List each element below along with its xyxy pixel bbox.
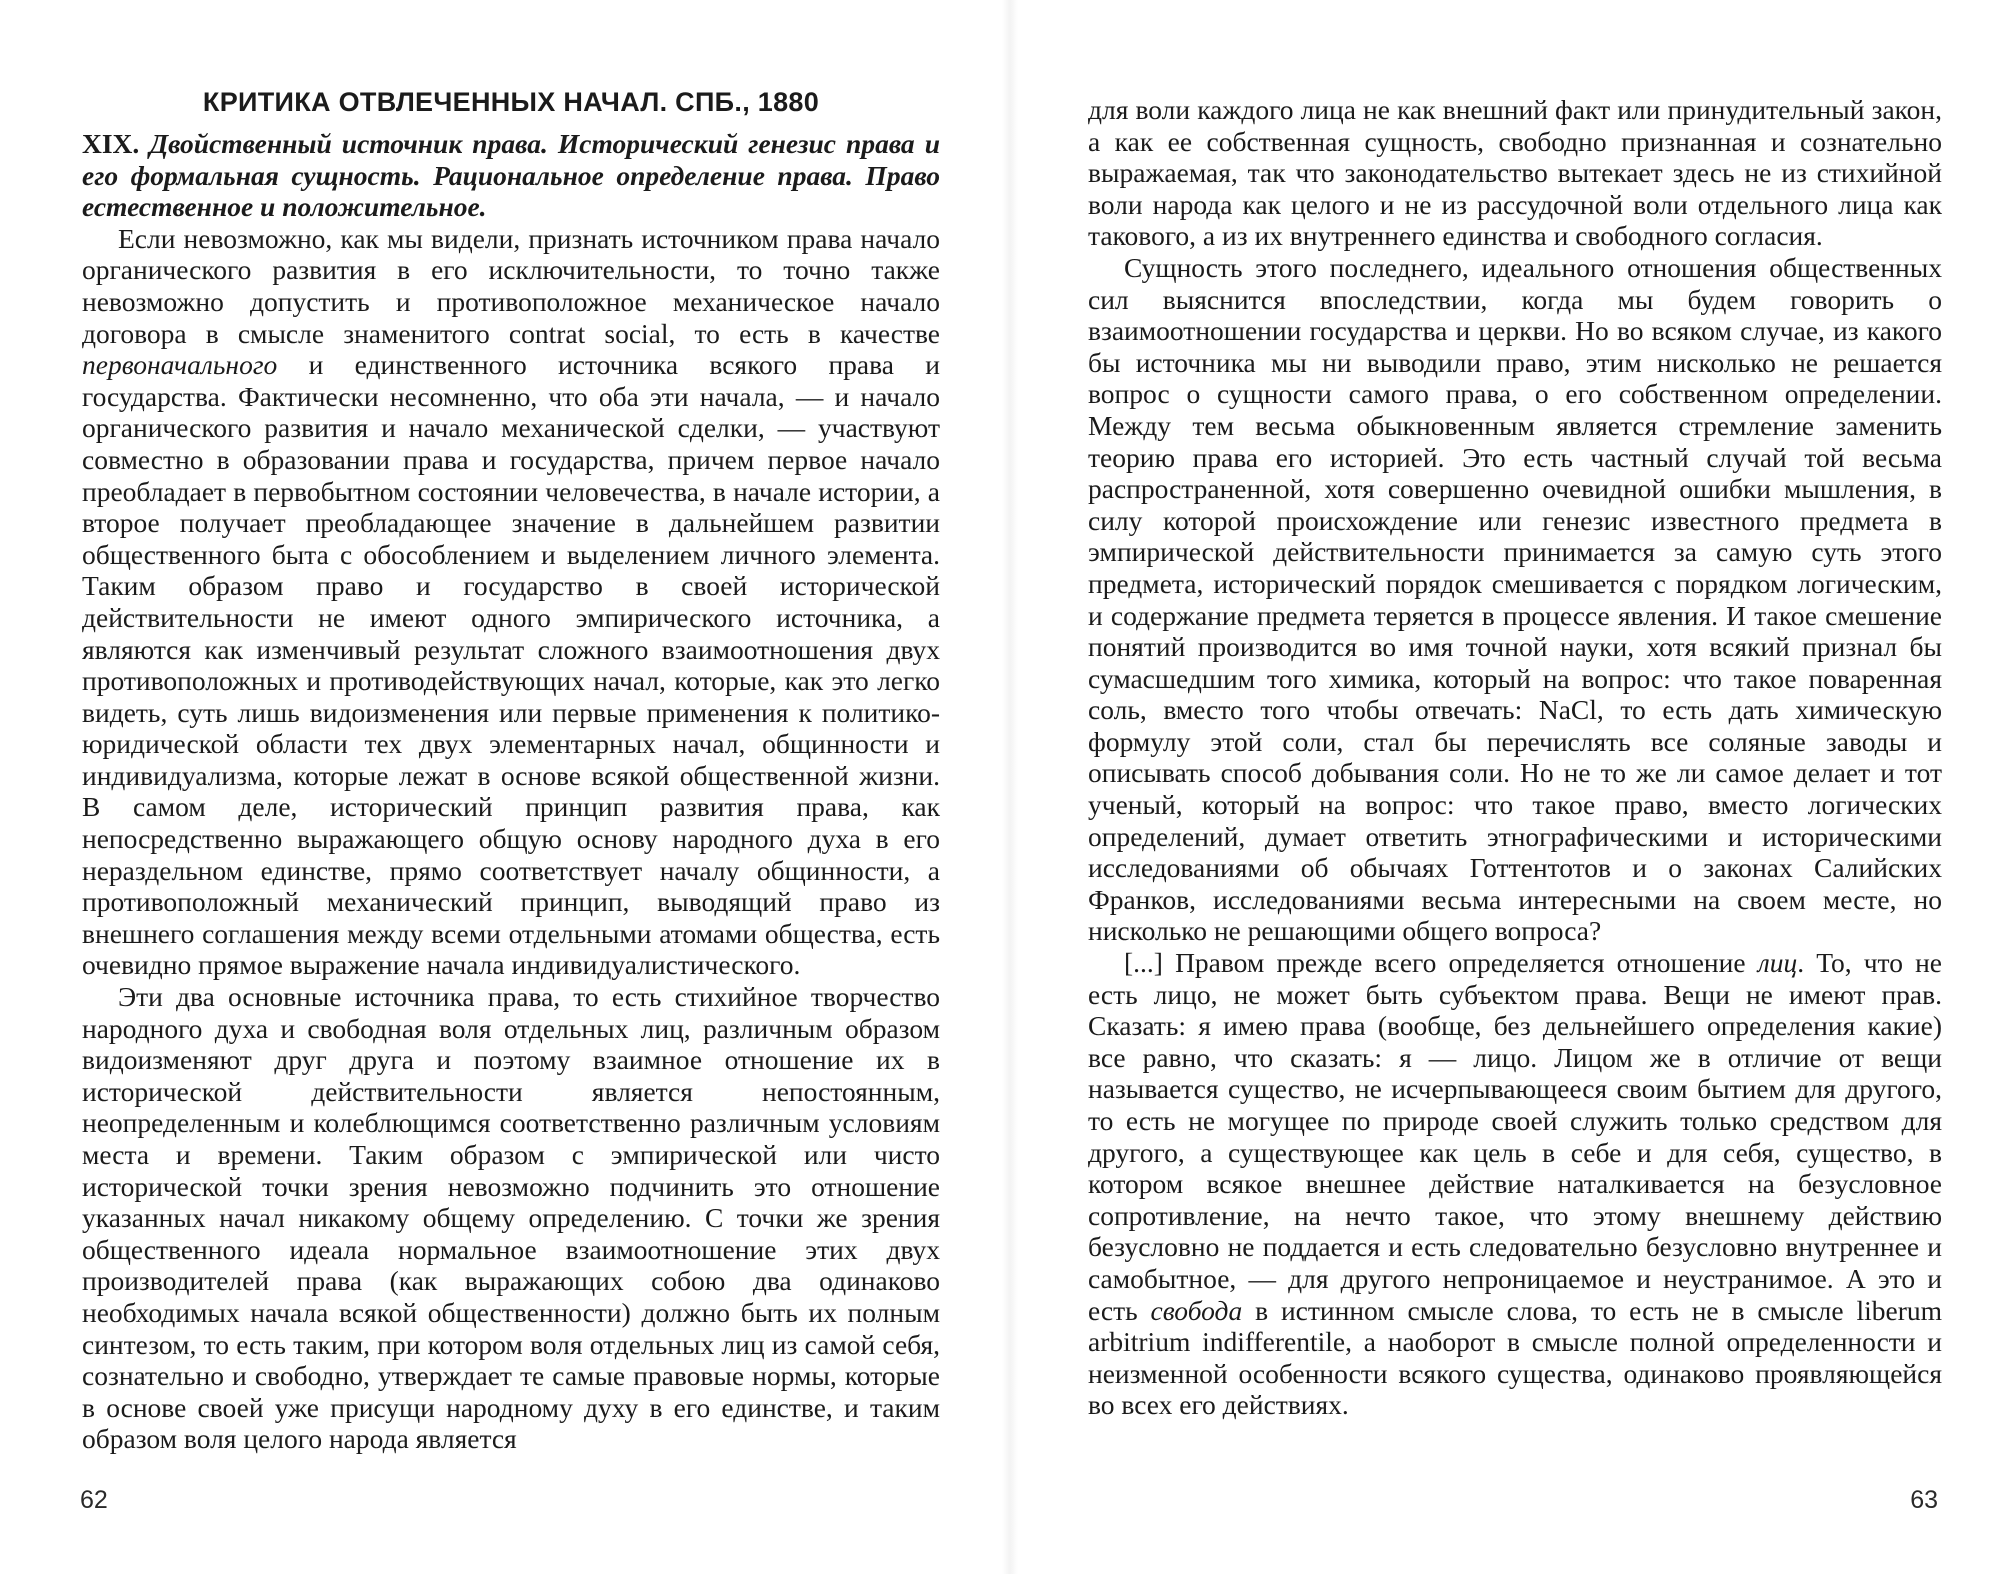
page-number: 63: [1910, 1486, 1938, 1514]
right-text-column: [1088, 94, 1942, 1421]
left-text-column: [82, 82, 940, 1455]
chapter-subheading: [82, 128, 940, 223]
emphasis-text: первоначального: [82, 349, 278, 381]
paragraph-text: в истинном смысле слова, то есть не в смысле liberum arbitrium indifferentile, а наоборот в смысле полной определенности и неизменной особенности всякого существа, одинаково проявляющейся во всех его действиях.: [1088, 1294, 1942, 1421]
paragraph: Эти два основные источника права, то есть стихийное творчество народного духа и свободная воля отдельных лиц, различным образом видоизменяют друг друга и поэтому взаимное отношение их в исторической действительности является непостоянным, неопределенным и колеблющимся соответственно различным условиям места и времени. Таким образом с эмпирической или чисто исторической точки зрения невозможно подчинить это отношение указанных начал никакому общему определению. С точки же зрения общественного идеала нормальное взаимоотношение этих двух производителей права (как выражающих собою два одинаково необходимых начала всякой общественности) должно быть их полным синтезом, то есть таким, при котором воля отдельных лиц из самой себя, сознательно и свободно, утверждает те самые правовые нормы, которые в основе своей уже присущи народному духу в его единстве, и таким образом воля целого народа является: [82, 981, 940, 1455]
paragraph-text: и единственного источника всякого права и государства. Фактически несомненно, что оба эти начала, — и начало органического развития и начало механической сделки, — участвуют совместно в образовании права и государства, причем первое начало преобладает в первобытном состоянии человечества, в начале истории, а второе получает преобладающее значение в дальнейшем развитии общественного быта с обособлением и выделением личного элемента. Таким образом право и государство в своей исторической действительности не имеют одного эмпирического источника, а являются как изменчивый результат сложного взаимоотношения двух противоположных и противодействующих начал, которые, как это легко видеть, суть лишь видоизменения или первые применения к политико-юридической области тех двух элементарных начал, общинности и индивидуализма, которые лежат в основе всякой общественной жизни. В самом деле, исторический принцип развития права, как непосредственно выражающего общую основу народного духа в его нераздельном единстве, прямо соответствует началу общинности, а противоположный механический принцип, выводящий право из внешнего соглашения между всеми отдельными атомами общества, есть очевидно прямое выражение начала индивидуалистического.: [82, 349, 940, 981]
paragraph: для воли каждого лица не как внешний факт или принудительный закон, а как ее собственная сущность, свободно признанная и сознательно выражаемая, так что законодательство вытекает здесь не из стихийной воли народа как целого и не из рассудочной воли отдельного лица как такового, а из их внутреннего единства и свободного согласия.: [1088, 94, 1942, 252]
section-heading: КРИТИКА ОТВЛЕЧЕННЫХ НАЧАЛ. СПБ., 1880: [202, 87, 820, 117]
page-number: 62: [80, 1486, 108, 1514]
right-page: [1010, 0, 2000, 1574]
chapter-subheading-text: Двойственный источник права. Исторический генезис права и его формальная сущность. Рациональное определение права. Право естественное и положительное.: [82, 128, 940, 223]
paragraph: Сущность этого последнего, идеального отношения общественных сил выяснится впоследствии, когда мы будем говорить о взаимоотношении государства и церкви. Но во всяком случае, из какого бы источника мы ни выводили право, этим нисколько не решается вопрос о сущности самого права, о его собственном определении. Между тем весьма обыкновенным является стремление заменить теорию права его историей. Это есть частный случай той весьма распространенной, хотя совершенно очевидной ошибки мышления, в силу которой происхождение или генезис известного предмета в эмпирической действительности принимается за самую суть этого предмета, исторический порядок смешивается с порядком логическим, и содержание предмета теряется в процессе явления. И такое смешение понятий производится во имя точной науки, хотя всякий признал бы сумасшедшим того химика, который на вопрос: что такое поваренная соль, вместо того чтобы отвечать: NaCl, то есть дать химическую формулу этой соли, стал бы перечислять все соляные заводы и описывать способ добывания соли. Но не то же ли самое делает и тот ученый, который на вопрос: что такое право, вместо логических определений, думает ответить этнографическими и историческими исследованиями об обычаях Готтентотов и о законах Салийских Франков, исследованиями весьма интересными на своем месте, но нисколько не решающими общего вопроса?: [1088, 251, 1942, 947]
paragraph-text: [...] Правом прежде всего определяется отношение: [1124, 947, 1758, 979]
paragraph: [82, 223, 940, 981]
paragraph: [1088, 947, 1942, 1421]
paragraph-text: Если невозможно, как мы видели, признать источником права начало органического развития в его исключительности, то точно также невозможно допустить и противоположное механическое начало договора в смысле знаменитого contrat social, то есть в качестве: [82, 222, 940, 349]
emphasis-text: лиц: [1757, 947, 1798, 979]
emphasis-text: свобода: [1150, 1294, 1243, 1326]
paragraph-text: . То, что не есть лицо, не может быть субъектом права. Вещи не имеют прав. Сказать: я имею права (вообще, без дельнейшего определения какие) все равно, что сказать: я — лицо. Лицом же в отличие от вещи называется существо, не исчерпывающееся своим бытием для другого, то есть не могущее по природе своей служить только средством для другого, а существующее как цель в себе и для себя, существо, в котором всякое внешнее действие наталкивается на безусловное сопротивление, на нечто такое, что этому внешнему действию безусловно не поддается и есть следовательно безусловно внутреннее и самобытное, — для другого непроницаемое и неустранимое. А это и есть: [1088, 947, 1943, 1326]
chapter-number: XIX.: [82, 128, 140, 159]
